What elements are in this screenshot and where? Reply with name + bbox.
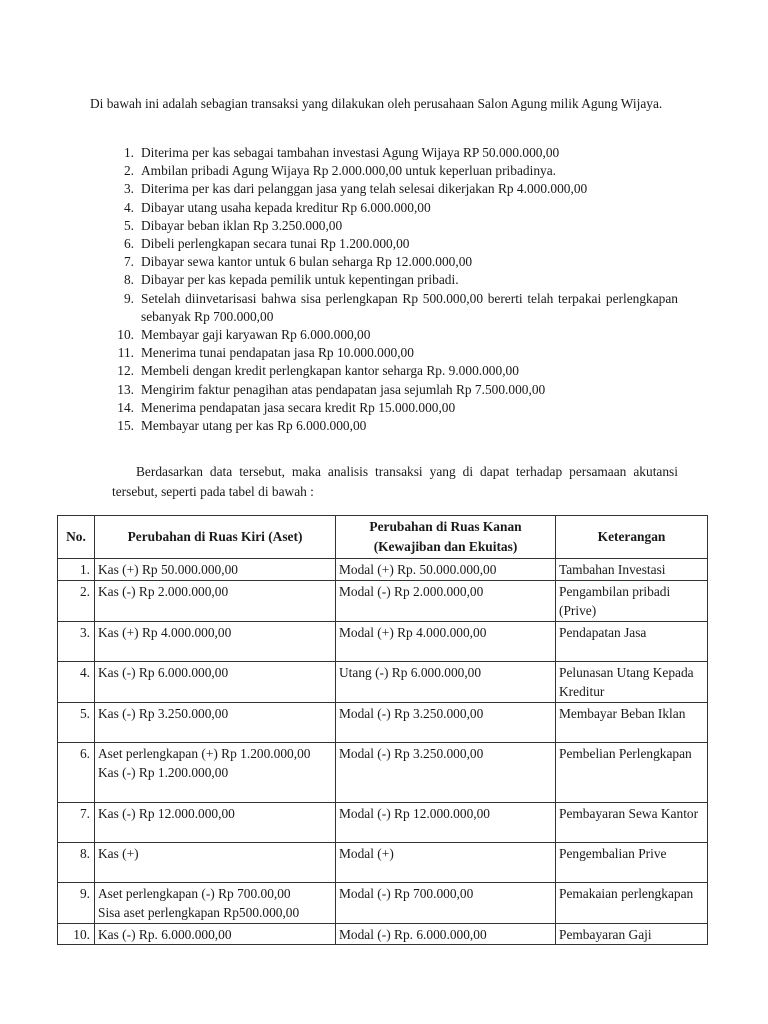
cell-description: Pendapatan Jasa <box>556 621 708 661</box>
cell-no: 1. <box>58 559 95 581</box>
cell-left: Kas (+) Rp 50.000.000,00 <box>95 559 336 581</box>
list-item <box>90 180 678 198</box>
list-item <box>90 362 678 380</box>
item-number: 15. <box>117 418 134 434</box>
header-description: Keterangan <box>556 516 708 559</box>
list-item <box>90 417 678 435</box>
table-row <box>58 802 708 842</box>
item-text: Mengirim faktur penagihan atas pendapatan jasa sejumlah Rp 7.500.000,00 <box>141 381 546 397</box>
item-number: 8. <box>123 272 134 288</box>
cell-right: Modal (-) Rp 700.000,00 <box>336 882 556 923</box>
list-item <box>90 199 678 217</box>
item-number: 14. <box>117 399 134 415</box>
cell-left-line: Kas (-) Rp 1.200.000,00 <box>98 765 229 780</box>
cell-left: Kas (-) Rp 12.000.000,00 <box>95 802 336 842</box>
item-number: 5. <box>123 217 134 233</box>
item-number: 2. <box>123 163 134 179</box>
cell-right: Modal (-) Rp 2.000.000,00 <box>336 580 556 621</box>
cell-no: 8. <box>58 842 95 882</box>
item-text: Diterima per kas sebagai tambahan investasi Agung Wijaya RP 50.000.000,00 <box>141 145 560 160</box>
item-number: 9. <box>123 290 134 306</box>
list-item <box>90 344 678 362</box>
list-item <box>90 271 678 289</box>
cell-no: 4. <box>58 661 95 702</box>
list-item <box>90 162 678 180</box>
item-text: Ambilan pribadi Agung Wijaya Rp 2.000.000,00 untuk keperluan pribadinya. <box>141 163 556 179</box>
item-number: 6. <box>123 236 134 252</box>
cell-right: Modal (-) Rp 3.250.000,00 <box>336 742 556 802</box>
item-text: Diterima per kas dari pelanggan jasa yang telah selesai dikerjakan Rp 4.000.000,00 <box>141 181 588 197</box>
table-header-row <box>58 516 708 559</box>
item-text: Menerima tunai pendapatan jasa Rp 10.000.000,00 <box>141 345 414 361</box>
table-row <box>58 842 708 882</box>
item-text: Membeli dengan kredit perlengkapan kantor seharga Rp. 9.000.000,00 <box>141 363 519 379</box>
item-text: Membayar utang per kas Rp 6.000.000,00 <box>141 418 367 434</box>
table-row <box>58 742 708 802</box>
cell-description: Tambahan Investasi <box>556 559 708 581</box>
cell-description: Pembayaran Sewa Kantor <box>556 802 708 842</box>
transaction-list <box>90 144 678 435</box>
cell-left: Kas (-) Rp 6.000.000,00 <box>95 661 336 702</box>
cell-description: Pengembalian Prive <box>556 842 708 882</box>
header-left-side: Perubahan di Ruas Kiri (Aset) <box>95 516 336 559</box>
cell-no: 3. <box>58 621 95 661</box>
cell-description: Pembelian Perlengkapan <box>556 742 708 802</box>
item-number: 1. <box>123 145 134 160</box>
analysis-table <box>57 515 708 945</box>
item-number: 13. <box>117 381 134 397</box>
list-item <box>90 326 678 344</box>
table-row <box>58 621 708 661</box>
item-number: 3. <box>123 181 134 197</box>
cell-left: Kas (-) Rp 3.250.000,00 <box>95 702 336 742</box>
cell-no: 7. <box>58 802 95 842</box>
cell-right: Modal (+) <box>336 842 556 882</box>
intro-paragraph: Di bawah ini adalah sebagian transaksi yang dilakukan oleh perusahaan Salon Agung milik Agung Wijaya. <box>90 96 663 111</box>
table-row <box>58 702 708 742</box>
cell-left: Kas (-) Rp. 6.000.000,00 <box>95 923 336 945</box>
table-row <box>58 580 708 621</box>
cell-left-line: Aset perlengkapan (-) Rp 700.00,00 <box>98 885 291 901</box>
cell-right: Utang (-) Rp 6.000.000,00 <box>336 661 556 702</box>
cell-description: Pembayaran Gaji <box>556 923 708 945</box>
cell-right: Modal (-) Rp 3.250.000,00 <box>336 702 556 742</box>
item-number: 7. <box>123 254 134 270</box>
item-number: 4. <box>123 199 134 215</box>
cell-left-line: Aset perlengkapan (+) Rp 1.200.000,00 <box>98 745 311 761</box>
list-item <box>90 381 678 399</box>
item-text: Dibayar sewa kantor untuk 6 bulan seharga Rp 12.000.000,00 <box>141 254 473 270</box>
table-row <box>58 923 708 945</box>
table-row <box>58 882 708 923</box>
header-right-side: Perubahan di Ruas Kanan (Kewajiban dan Ekuitas) <box>336 516 556 559</box>
item-number: 12. <box>117 363 134 379</box>
item-text: Dibayar per kas kepada pemilik untuk kepentingan pribadi. <box>141 272 459 288</box>
item-number: 10. <box>117 327 134 343</box>
list-item <box>90 217 678 235</box>
cell-right: Modal (-) Rp 12.000.000,00 <box>336 802 556 842</box>
cell-description: Membayar Beban Iklan <box>556 702 708 742</box>
table-row <box>58 661 708 702</box>
lead-paragraph: Berdasarkan data tersebut, maka analisis transaksi yang di dapat terhadap persamaan akutansi tersebut, seperti pada tabel di bawah : <box>112 464 678 499</box>
list-item <box>90 253 678 271</box>
table-row <box>58 559 708 581</box>
cell-right: Modal (+) Rp. 50.000.000,00 <box>336 559 556 581</box>
list-item <box>90 399 678 417</box>
cell-left <box>95 882 336 923</box>
cell-description: Pemakaian perlengkapan <box>556 882 708 923</box>
header-no: No. <box>58 516 95 559</box>
cell-left: Kas (+) <box>95 842 336 882</box>
item-text: Membayar gaji karyawan Rp 6.000.000,00 <box>141 327 371 343</box>
cell-no: 2. <box>58 580 95 621</box>
cell-description: Pengambilan pribadi (Prive) <box>556 580 708 621</box>
cell-no: 6. <box>58 742 95 802</box>
cell-right: Modal (+) Rp 4.000.000,00 <box>336 621 556 661</box>
cell-no: 9. <box>58 882 95 923</box>
cell-no: 10. <box>58 923 95 945</box>
list-item <box>90 144 678 162</box>
item-text: Dibayar beban iklan Rp 3.250.000,00 <box>141 217 343 233</box>
list-item <box>90 290 678 326</box>
cell-left-line: Sisa aset perlengkapan Rp500.000,00 <box>98 905 300 920</box>
cell-no: 5. <box>58 702 95 742</box>
item-text: Menerima pendapatan jasa secara kredit Rp 15.000.000,00 <box>141 399 456 415</box>
item-text: Dibayar utang usaha kepada kreditur Rp 6.000.000,00 <box>141 199 431 215</box>
cell-left: Kas (+) Rp 4.000.000,00 <box>95 621 336 661</box>
item-number: 11. <box>117 345 134 361</box>
cell-description: Pelunasan Utang Kepada Kreditur <box>556 661 708 702</box>
cell-left: Kas (-) Rp 2.000.000,00 <box>95 580 336 621</box>
cell-left <box>95 742 336 802</box>
item-text: Dibeli perlengkapan secara tunai Rp 1.200.000,00 <box>141 236 410 252</box>
item-text: Setelah diinvetarisasi bahwa sisa perlengkapan Rp 500.000,00 bererti telah terpakai perlengkapan sebanyak Rp 700.000,00 <box>141 290 678 324</box>
cell-right: Modal (-) Rp. 6.000.000,00 <box>336 923 556 945</box>
list-item <box>90 235 678 253</box>
